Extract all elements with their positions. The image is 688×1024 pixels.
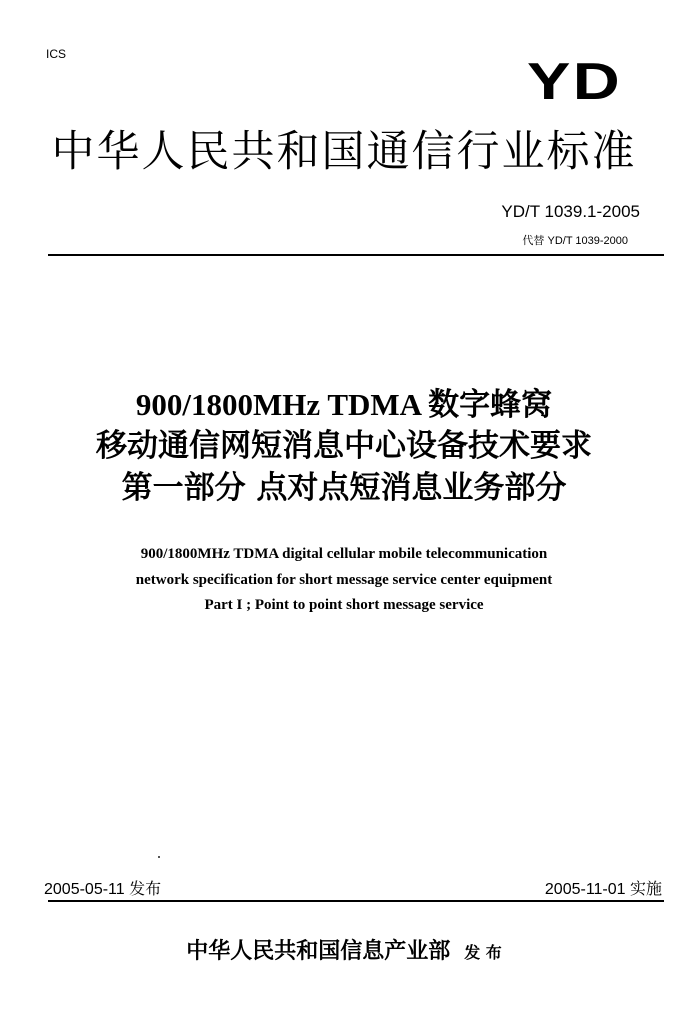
- ics-label: ICS: [46, 47, 67, 61]
- standard-number: YD/T 1039.1-2005: [501, 202, 640, 221]
- chinese-title-line-3: 第一部分 点对点短消息业务部分: [121, 469, 567, 506]
- english-title-line-2: network specification for short message service center equipment: [135, 571, 553, 588]
- scan-speck: [158, 856, 160, 858]
- standard-category-title: 中华人民共和国通信行业标准: [51, 127, 637, 177]
- effective-date: 2005-11-01 实施: [544, 881, 662, 898]
- footer-divider: [48, 900, 664, 902]
- chinese-title: [20, 384, 668, 510]
- english-title-line-1: 900/1800MHz TDMA digital cellular mobile telecommunication: [140, 546, 548, 562]
- yd-logo: YD: [526, 53, 622, 111]
- publisher-line: [0, 934, 688, 965]
- chinese-title-line-1: 900/1800MHz TDMA 数字蜂窝: [135, 387, 553, 422]
- replaces-standard: 代替 YD/T 1039-2000: [522, 235, 628, 247]
- publisher-name: 中华人民共和国信息产业部: [186, 938, 451, 964]
- english-title-line-3: Part I ; Point to point short message service: [204, 597, 484, 613]
- issue-date: 2005-05-11 发布: [44, 881, 162, 898]
- chinese-title-line-2: 移动通信网短消息中心设备技术要求: [96, 427, 592, 464]
- publish-action: 发 布: [464, 943, 502, 962]
- english-title: [20, 542, 668, 619]
- header-divider: [48, 254, 664, 256]
